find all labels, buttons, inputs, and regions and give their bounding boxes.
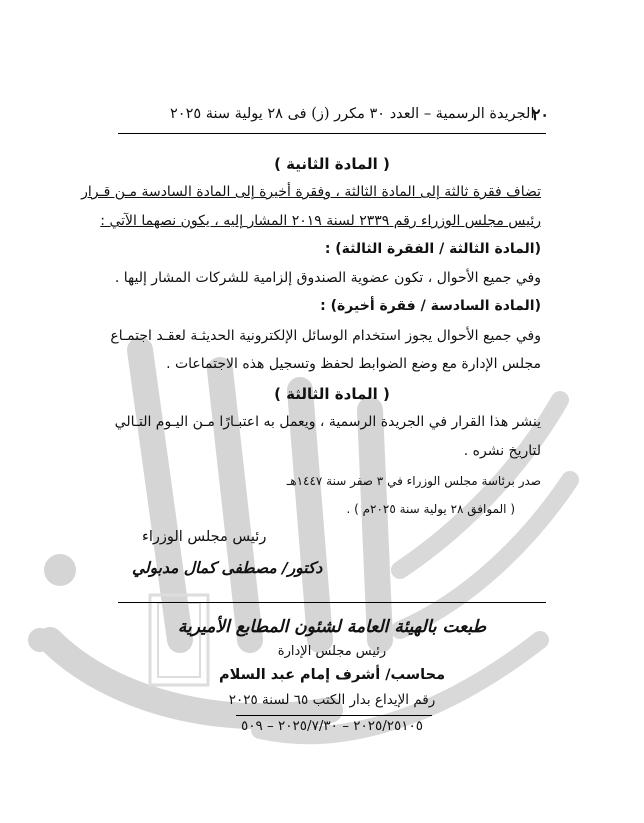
gazette-title: الجريدة الرسمية – العدد ٣٠ مكرر (ز) فى ٢٨ يولية سنة ٢٠٢٥ <box>170 106 535 122</box>
sub-article-two-line-2: مجلس الإدارة مع وضع الضوابط لحفظ وتسجيل هذه الاجتماعات . <box>166 356 541 372</box>
page-number: ٢٠ <box>531 105 549 124</box>
sub-article-one-text: وفي جميع الأحوال ، تكون عضوية الصندوق إلزامية للشركات المشار إليها . <box>114 270 541 286</box>
page-header <box>170 103 549 131</box>
article-two-line-1: تضاف فقرة ثالثة إلى المادة الثالثة ، وفقرة أخيرة إلى المادة السادسة مـن قـرار <box>81 184 541 200</box>
board-chair-role: رئيس مجلس الإدارة <box>277 644 387 659</box>
issued-date-hijri: صدر برئاسة مجلس الوزراء في ٣ صفر سنة ١٤٤٧هـ <box>286 474 541 488</box>
signer-name: دكتور/ مصطفى كمال مدبولي <box>132 559 323 577</box>
code-rule <box>236 715 432 716</box>
article-three-line-1: ينشر هذا القرار في الجريدة الرسمية ، ويعمل به اعتبـارًا مـن اليـوم التـالي <box>114 414 541 430</box>
sub-article-two-line-1: وفي جميع الأحوال يجوز استخدام الوسائل الإلكترونية الحديثـة لعقـد اجتمـاع <box>110 328 541 344</box>
print-code: ٢٠٢٥/٢٥١٠٥ – ٢٠٢٥/٧/٣٠ – ٥٠٩ <box>240 718 424 734</box>
header-rule <box>118 133 546 134</box>
sub-article-two-title: (المادة السادسة / فقرة أخيرة) : <box>320 298 541 314</box>
board-chair-name: محاسب/ أشرف إمام عبد السلام <box>218 667 446 683</box>
deposit-number: رقم الإيداع بدار الكتب ٦٥ لسنة ٢٠٢٥ <box>228 692 436 708</box>
article-two-title: ( المادة الثانية ) <box>274 155 390 173</box>
article-three-title: ( المادة الثالثة ) <box>274 385 390 403</box>
footer-rule <box>118 602 546 603</box>
sub-article-one-title: (المادة الثالثة / الفقرة الثالثة) : <box>324 241 541 257</box>
article-three-line-2: لتاريخ نشره . <box>463 443 541 459</box>
issued-date-gregorian: ( الموافق ٢٨ يولية سنة ٢٠٢٥م ) . <box>346 502 515 516</box>
printer-name: طبعت بالهيئة العامة لشئون المطابع الأميرية <box>177 617 487 637</box>
watermark-stamp <box>20 310 580 780</box>
article-two-line-2: رئيس مجلس الوزراء رقم ٢٣٣٩ لسنة ٢٠١٩ المشار إليه ، يكون نصهما الآتي : <box>100 213 541 229</box>
signer-role: رئيس مجلس الوزراء <box>142 529 267 545</box>
